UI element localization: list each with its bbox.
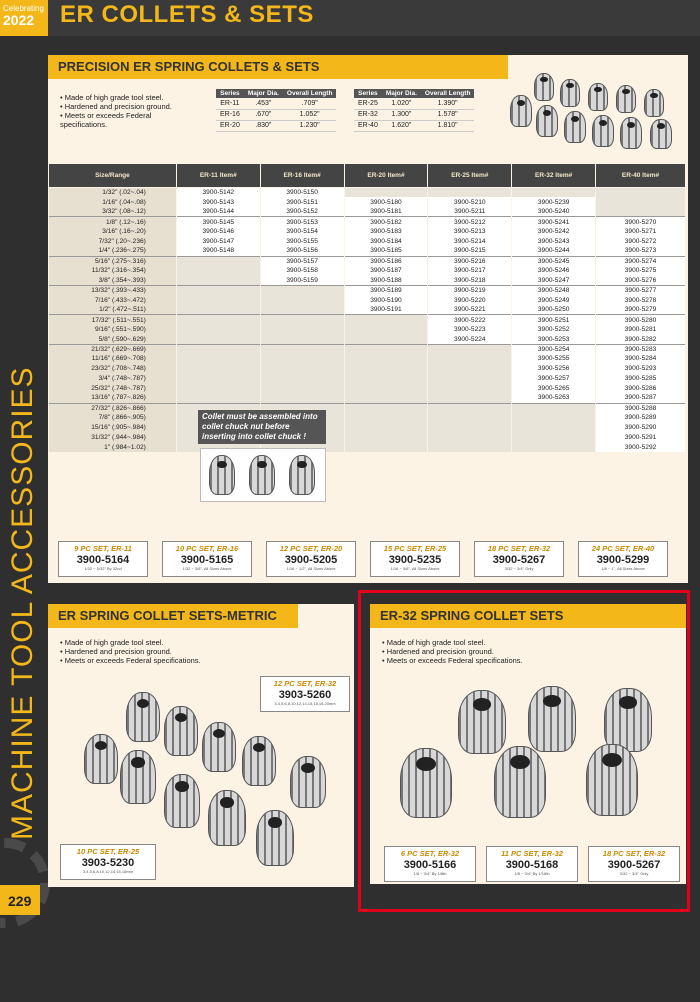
item-cell: 3900-5285: [596, 374, 686, 384]
item-cell: [176, 374, 260, 384]
item-cell: [344, 383, 428, 393]
collet-table: [48, 163, 686, 452]
item-cell: 3900-5256: [512, 364, 596, 374]
item-cell: 3900-5159: [260, 276, 344, 286]
item-cell: [428, 374, 512, 384]
item-cell: 3900-5272: [596, 236, 686, 246]
item-cell: 3900-5222: [428, 315, 512, 325]
item-cell: 3900-5246: [512, 266, 596, 276]
table-row: [49, 207, 686, 217]
table-row: [49, 315, 686, 325]
table-row: [49, 325, 686, 335]
item-cell: 3900-5255: [512, 354, 596, 364]
set-range: 3/32 ~ 3/4" Only: [504, 566, 534, 571]
table-header: ER-40 Item#: [596, 164, 686, 188]
item-cell: 3900-5223: [428, 325, 512, 335]
item-cell: 3900-5240: [512, 207, 596, 217]
item-cell: 3900-5286: [596, 383, 686, 393]
celebrating-badge: Celebrating 2022: [0, 0, 48, 36]
item-cell: [260, 285, 344, 295]
item-cell: 3900-5249: [512, 295, 596, 305]
table-row: [49, 344, 686, 354]
item-cell: [176, 276, 260, 286]
size-cell: 9/16" (.551~.590): [49, 325, 177, 335]
table-row: [49, 197, 686, 207]
bullet: • Made of high grade tool steel.: [60, 93, 180, 102]
item-cell: [176, 295, 260, 305]
item-cell: 3900-5146: [176, 227, 260, 237]
set-range: 1/16 ~ 1/2", All Sizes Above: [286, 566, 336, 571]
precision-title: PRECISION ER SPRING COLLETS & SETS: [48, 55, 508, 79]
item-cell: 3900-5265: [512, 383, 596, 393]
set-item: 3900-5164: [76, 554, 130, 566]
item-cell: [428, 423, 512, 433]
item-cell: [176, 315, 260, 325]
table-header: ER-25 Item#: [428, 164, 512, 188]
item-cell: 3900-5270: [596, 217, 686, 227]
table-row: [49, 285, 686, 295]
size-cell: 15/16" (.905~.984): [49, 423, 177, 433]
table-row: [49, 393, 686, 403]
set-name: 6 PC SET, ER-32: [400, 849, 460, 858]
item-cell: 3900-5215: [428, 246, 512, 256]
item-cell: [176, 325, 260, 335]
item-cell: 3900-5239: [512, 197, 596, 207]
page-number: 229: [0, 885, 40, 915]
item-cell: [428, 383, 512, 393]
item-cell: 3900-5183: [344, 227, 428, 237]
set-card[interactable]: 10 PC SET, ER-25 3903-5230 3,4,5,6,8,10,12,14,15,16mm: [60, 844, 156, 880]
table-row: [49, 276, 686, 286]
set-card[interactable]: [266, 541, 356, 577]
table-header: ER-20 Item#: [344, 164, 428, 188]
page-title: ER COLLETS & SETS: [60, 1, 314, 28]
er32-title: ER-32 SPRING COLLET SETS: [370, 604, 686, 628]
size-cell: 1/32" (.02~.04): [49, 188, 177, 198]
item-cell: [176, 334, 260, 344]
set-range: 1/32 ~ 3/8", All Sizes Above: [182, 566, 232, 571]
item-cell: [344, 315, 428, 325]
table-row: [49, 442, 686, 452]
table-row: [49, 403, 686, 413]
item-cell: [428, 413, 512, 423]
metric-title: ER SPRING COLLET SETS-METRIC: [48, 604, 298, 628]
item-cell: 3900-5257: [512, 374, 596, 384]
set-item: 3900-5267: [492, 554, 546, 566]
side-label: MACHINE TOOL ACCESSORIES: [6, 366, 39, 840]
table-row: [49, 374, 686, 384]
item-cell: [344, 374, 428, 384]
table-row: [49, 236, 686, 246]
item-cell: 3900-5287: [596, 393, 686, 403]
item-cell: 3900-5214: [428, 236, 512, 246]
item-cell: 3900-5289: [596, 413, 686, 423]
item-cell: [260, 315, 344, 325]
set-item: 3900-5205: [284, 554, 338, 566]
item-cell: 3900-5278: [596, 295, 686, 305]
item-cell: 3900-5243: [512, 236, 596, 246]
item-cell: [596, 197, 686, 207]
bullet: • Hardened and precision ground.: [60, 647, 260, 656]
metric-collets-image: [78, 690, 338, 870]
item-cell: 3900-5253: [512, 334, 596, 344]
item-cell: 3900-5217: [428, 266, 512, 276]
item-cell: [176, 285, 260, 295]
size-cell: 7/32" (.20~.236): [49, 236, 177, 246]
item-cell: 3900-5251: [512, 315, 596, 325]
size-cell: 31/32" (.944~.984): [49, 432, 177, 442]
item-cell: 3900-5180: [344, 197, 428, 207]
item-cell: 3900-5281: [596, 325, 686, 335]
table-header: ER-11 Item#: [176, 164, 260, 188]
bullet: • Meets or exceeds Federal specifications.: [60, 656, 260, 665]
bullet: • Hardened and precision ground.: [60, 102, 180, 111]
table-row: [49, 383, 686, 393]
item-cell: 3900-5184: [344, 236, 428, 246]
set-range: 1/8 ~ 3/4" By 1/8th: [413, 871, 447, 876]
item-cell: 3900-5284: [596, 354, 686, 364]
item-cell: [596, 188, 686, 198]
item-cell: 3900-5157: [260, 256, 344, 266]
set-card[interactable]: [162, 541, 252, 577]
item-cell: [344, 442, 428, 452]
item-cell: 3900-5244: [512, 246, 596, 256]
item-cell: 3900-5143: [176, 197, 260, 207]
set-card[interactable]: [474, 541, 564, 577]
item-cell: [512, 403, 596, 413]
item-cell: 3900-5263: [512, 393, 596, 403]
item-cell: [176, 256, 260, 266]
bullet: • Made of high grade tool steel.: [382, 638, 602, 647]
item-cell: [260, 344, 344, 354]
item-cell: [344, 423, 428, 433]
item-cell: [344, 334, 428, 344]
set-name: 18 PC SET, ER-32: [487, 544, 551, 553]
size-cell: 7/16" (.433~.472): [49, 295, 177, 305]
set-item: 3900-5267: [607, 859, 661, 871]
size-cell: 27/32" (.826~.866): [49, 403, 177, 413]
bullet: • Hardened and precision ground.: [382, 647, 602, 656]
table-row: [49, 188, 686, 198]
item-cell: [176, 266, 260, 276]
set-item: 3900-5168: [505, 859, 559, 871]
set-item: 3900-5235: [388, 554, 442, 566]
size-cell: 5/8" (.590~.629): [49, 334, 177, 344]
item-cell: 3900-5155: [260, 236, 344, 246]
set-range: 3/32 ~ 3/4" Only: [619, 871, 649, 876]
item-cell: 3900-5273: [596, 246, 686, 256]
set-name: 9 PC SET, ER-11: [74, 544, 132, 553]
table-row: [49, 413, 686, 423]
set-item: 3900-5166: [403, 859, 457, 871]
assembly-note: Collet must be assembled into collet chuck nut before inserting into collet chuck !: [198, 410, 326, 444]
set-name: 10 PC SET, ER-16: [175, 544, 239, 553]
item-cell: 3900-5211: [428, 207, 512, 217]
table-row: [49, 217, 686, 227]
item-cell: [260, 295, 344, 305]
set-name: 15 PC SET, ER-25: [383, 544, 447, 553]
item-cell: 3900-5158: [260, 266, 344, 276]
item-cell: [344, 344, 428, 354]
size-cell: 11/32" (.316~.354): [49, 266, 177, 276]
spec-table-left: Series Major Dia. Overall Length ER-11 .453" .709" ER-16 .670" 1.052" ER-20 .830" 1.230": [216, 89, 336, 132]
item-cell: 3900-5279: [596, 305, 686, 315]
item-cell: [176, 393, 260, 403]
set-name: 12 PC SET, ER-20: [279, 544, 343, 553]
size-cell: 13/16" (.787~.826): [49, 393, 177, 403]
item-cell: 3900-5290: [596, 423, 686, 433]
item-cell: [428, 188, 512, 198]
item-cell: [428, 344, 512, 354]
item-cell: 3900-5210: [428, 197, 512, 207]
item-cell: 3900-5250: [512, 305, 596, 315]
item-cell: [260, 374, 344, 384]
item-cell: [428, 364, 512, 374]
bullet: • Made of high grade tool steel.: [60, 638, 260, 647]
table-row: [49, 246, 686, 256]
table-header: ER-16 Item#: [260, 164, 344, 188]
item-cell: 3900-5221: [428, 305, 512, 315]
item-cell: 3900-5247: [512, 276, 596, 286]
set-card[interactable]: [370, 541, 460, 577]
item-cell: 3900-5191: [344, 305, 428, 315]
item-cell: 3900-5216: [428, 256, 512, 266]
item-cell: [428, 432, 512, 442]
item-cell: [344, 403, 428, 413]
size-cell: 1" (.984~1.02): [49, 442, 177, 452]
item-cell: 3900-5188: [344, 276, 428, 286]
table-row: [49, 423, 686, 433]
collet-chuck-image: [200, 448, 326, 502]
size-cell: 13/32" (.393~.433): [49, 285, 177, 295]
item-cell: [512, 188, 596, 198]
item-cell: 3900-5147: [176, 236, 260, 246]
set-name: 18 PC SET, ER-32: [602, 849, 666, 858]
item-cell: 3900-5151: [260, 197, 344, 207]
item-cell: 3900-5150: [260, 188, 344, 198]
bullet: • Meets or exceeds Federal specifications.: [60, 111, 180, 129]
item-cell: 3900-5187: [344, 266, 428, 276]
item-cell: 3900-5280: [596, 315, 686, 325]
set-item: 3900-5299: [596, 554, 650, 566]
item-cell: [176, 354, 260, 364]
size-cell: 1/4" (.236~.275): [49, 246, 177, 256]
item-cell: [260, 305, 344, 315]
item-cell: 3900-5248: [512, 285, 596, 295]
item-cell: 3900-5218: [428, 276, 512, 286]
item-cell: [428, 442, 512, 452]
item-cell: [428, 403, 512, 413]
table-row: [49, 256, 686, 266]
item-cell: 3900-5274: [596, 256, 686, 266]
item-cell: 3900-5156: [260, 246, 344, 256]
size-cell: 17/32" (.511~.551): [49, 315, 177, 325]
table-header: Size/Range: [49, 164, 177, 188]
size-cell: 1/2" (.472~.511): [49, 305, 177, 315]
item-cell: [344, 188, 428, 198]
metric-bullets: [60, 638, 260, 665]
highlight-box: [358, 590, 690, 912]
item-cell: [344, 432, 428, 442]
set-range: 1/8 ~ 1", All Sizes Above: [601, 566, 645, 571]
set-name: 11 PC SET, ER-32: [501, 849, 563, 858]
item-cell: [260, 325, 344, 335]
item-cell: [344, 413, 428, 423]
set-name: 24 PC SET, ER-40: [591, 544, 655, 553]
item-cell: 3900-5224: [428, 334, 512, 344]
item-cell: 3900-5275: [596, 266, 686, 276]
item-cell: [344, 364, 428, 374]
item-cell: 3900-5252: [512, 325, 596, 335]
item-cell: [260, 354, 344, 364]
set-card[interactable]: [578, 541, 668, 577]
table-row: [49, 295, 686, 305]
item-cell: [428, 393, 512, 403]
item-cell: 3900-5182: [344, 217, 428, 227]
item-cell: 3900-5245: [512, 256, 596, 266]
size-cell: 1/8" (.12~.16): [49, 217, 177, 227]
item-cell: [260, 383, 344, 393]
size-cell: 11/16" (.669~.708): [49, 354, 177, 364]
bullet: • Meets or exceeds Federal specifications.: [382, 656, 602, 665]
table-row: [49, 432, 686, 442]
item-cell: 3900-5186: [344, 256, 428, 266]
table-row: [49, 354, 686, 364]
size-cell: 3/16" (.16~.20): [49, 227, 177, 237]
item-cell: [260, 364, 344, 374]
size-cell: 7/8" (.866~.905): [49, 413, 177, 423]
item-cell: 3900-5152: [260, 207, 344, 217]
precision-bullets: [60, 93, 180, 129]
set-card[interactable]: [58, 541, 148, 577]
item-cell: 3900-5276: [596, 276, 686, 286]
item-cell: 3900-5283: [596, 344, 686, 354]
item-cell: 3900-5277: [596, 285, 686, 295]
item-cell: 3900-5271: [596, 227, 686, 237]
item-cell: 3900-5142: [176, 188, 260, 198]
item-cell: [512, 413, 596, 423]
size-cell: 23/32" (.708~.748): [49, 364, 177, 374]
item-cell: 3900-5282: [596, 334, 686, 344]
item-cell: [428, 354, 512, 364]
item-cell: [176, 364, 260, 374]
metric-panel: [48, 604, 354, 887]
item-cell: [176, 344, 260, 354]
size-cell: 3/8" (.354~.393): [49, 276, 177, 286]
item-cell: 3900-5220: [428, 295, 512, 305]
set-range: 1/16 ~ 5/8", All Sizes Above: [390, 566, 440, 571]
table-header: ER-32 Item#: [512, 164, 596, 188]
item-cell: [512, 432, 596, 442]
collet-cluster-image: [510, 65, 682, 155]
item-cell: [344, 393, 428, 403]
item-cell: 3900-5254: [512, 344, 596, 354]
item-cell: [176, 305, 260, 315]
item-cell: 3900-5241: [512, 217, 596, 227]
item-cell: 3900-5181: [344, 207, 428, 217]
item-cell: [260, 393, 344, 403]
size-cell: 3/32" (.08~.12): [49, 207, 177, 217]
item-cell: [260, 334, 344, 344]
table-row: [49, 266, 686, 276]
item-cell: 3900-5242: [512, 227, 596, 237]
item-cell: 3900-5292: [596, 442, 686, 452]
table-row: [49, 364, 686, 374]
size-cell: 1/16" (.04~.08): [49, 197, 177, 207]
item-cell: 3900-5153: [260, 217, 344, 227]
size-cell: 25/32" (.748~.787): [49, 383, 177, 393]
size-cell: 3/4" (.748~.787): [49, 374, 177, 384]
item-cell: 3900-5293: [596, 364, 686, 374]
top-bar: [0, 0, 700, 36]
item-cell: 3900-5212: [428, 217, 512, 227]
set-card[interactable]: 12 PC SET, ER-32 3903-5260 3,4,5,6,8,10,12,14,15,16,18,20mm: [260, 676, 350, 712]
item-cell: 3900-5148: [176, 246, 260, 256]
item-cell: 3900-5189: [344, 285, 428, 295]
item-cell: 3900-5185: [344, 246, 428, 256]
table-row: [49, 305, 686, 315]
item-cell: [596, 207, 686, 217]
item-cell: 3900-5288: [596, 403, 686, 413]
item-cell: [176, 383, 260, 393]
item-cell: 3900-5213: [428, 227, 512, 237]
item-cell: 3900-5291: [596, 432, 686, 442]
table-row: [49, 334, 686, 344]
set-item: 3900-5165: [180, 554, 234, 566]
size-cell: 5/16" (.275~.316): [49, 256, 177, 266]
item-cell: 3900-5190: [344, 295, 428, 305]
item-cell: [512, 442, 596, 452]
item-cell: [344, 325, 428, 335]
spec-table-right: Series Major Dia. Overall Length ER-25 1.020" 1.390" ER-32 1.300" 1.578" ER-40 1.620" 1.810": [354, 89, 474, 132]
item-cell: [512, 423, 596, 433]
item-cell: 3900-5154: [260, 227, 344, 237]
item-cell: 3900-5145: [176, 217, 260, 227]
item-cell: [344, 354, 428, 364]
item-cell: 3900-5219: [428, 285, 512, 295]
item-cell: 3900-5144: [176, 207, 260, 217]
set-range: 1/8 ~ 3/4" By 1/16th: [514, 871, 550, 876]
size-cell: 21/32" (.629~.669): [49, 344, 177, 354]
table-row: [49, 227, 686, 237]
set-range: 1/32 ~ 5/32" By 32nd: [84, 566, 122, 571]
